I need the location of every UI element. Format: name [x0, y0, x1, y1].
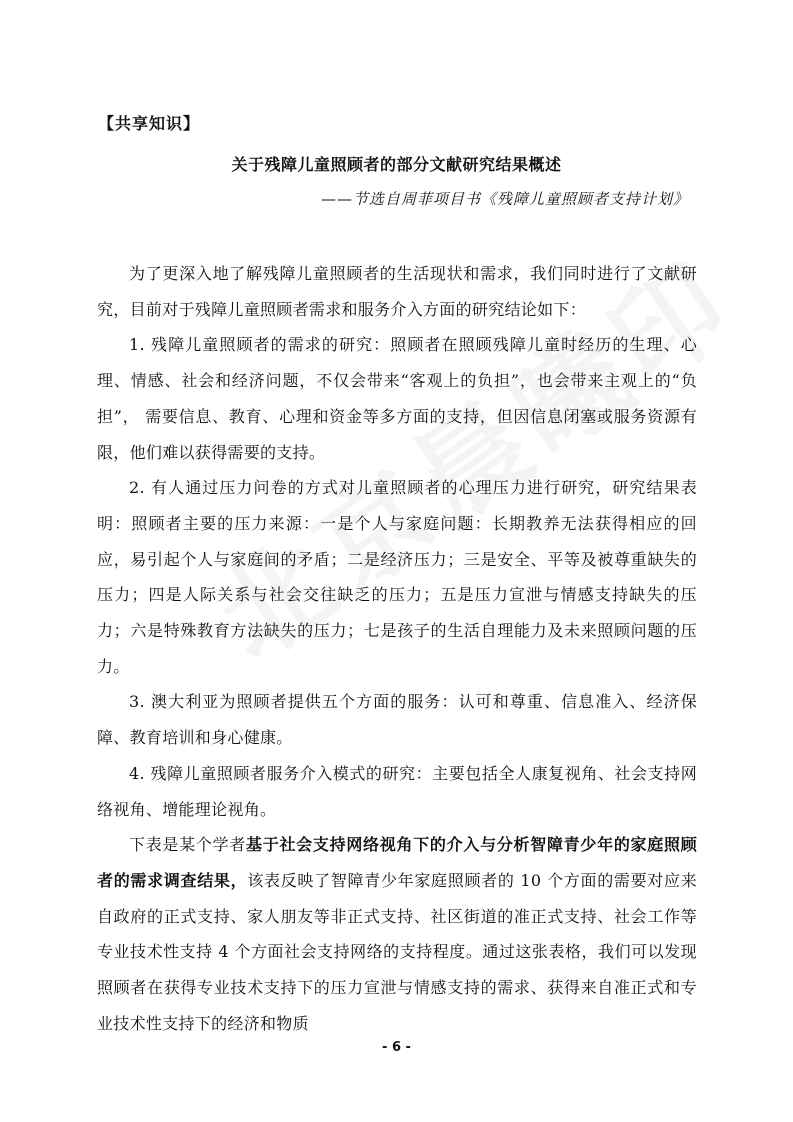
- paragraph-3: 3. 澳大利亚为照顾者提供五个方面的服务：认可和尊重、信息准入、经济保障、教育培训和身心健康。: [97, 692, 697, 748]
- paragraph-2: 2. 有人通过压力问卷的方式对儿童照顾者的心理压力进行研究，研究结果表明：照顾者主要的压力来源：一是个人与家庭问题：长期教养无法获得相应的回应，易引起个人与家庭间的矛盾；二是经济压力；三是安全、平等及被尊重缺失的压力；四是人际关系与社会交往缺乏的压力；五是压力宣泄与情感支持缺失的压力；六是特殊教育方法缺失的压力；七是孩子的生活自理能力及未来照顾问题的压力。: [97, 478, 697, 676]
- paragraph-5-lead: 下表是某个学者: [129, 835, 247, 855]
- document-title: 关于残障儿童照顾者的部分文献研究结果概述: [231, 155, 562, 174]
- paragraph-4: 4. 残障儿童照顾者服务介入模式的研究：主要包括全人康复视角、社会支持网络视角、增能理论视角。: [97, 763, 697, 819]
- document-subtitle: ——节选自周菲项目书《残障儿童照顾者支持计划》: [320, 190, 689, 208]
- paragraph-intro: 为了更深入地了解残障儿童照顾者的生活现状和需求，我们同时进行了文献研究，目前对于残障儿童照顾者需求和服务介入方面的研究结论如下：: [97, 264, 697, 319]
- paragraph-1: 1. 残障儿童照顾者的需求的研究：照顾者在照顾残障儿童时经历的生理、心理、情感、社会和经济问题，不仅会带来“客观上的负担”，也会带来主观上的“负担”， 需要信息、教育、心理和资金等多方面的支持，但因信息闭塞或服务资源有限，他们难以获得需要的支持。: [97, 335, 697, 462]
- paragraph-5-bold: 基于社会支持网络视角下的介入与分析智障青少年的家庭照顾者的需求调查结果，: [97, 835, 697, 890]
- paragraph-5: [97, 827, 697, 1041]
- section-tag: 【共享知识】: [98, 114, 201, 133]
- body-text: [97, 256, 697, 1041]
- paragraph-5-rest: 该表反映了智障青少年家庭照顾者的 10 个方面的需要对应来自政府的正式支持、家人朋友等非正式支持、社区街道的准正式支持、社会工作等专业技术性支持 4 个方面社会支持网络的支持程度。通过这张表格，我们可以发现照顾者在获得专业技术支持下的压力宣泄与情感支持的需求、获得来自准正式和专业技术性支持下的经济和物质: [97, 870, 698, 1033]
- page-number: - 6 -: [382, 1040, 411, 1055]
